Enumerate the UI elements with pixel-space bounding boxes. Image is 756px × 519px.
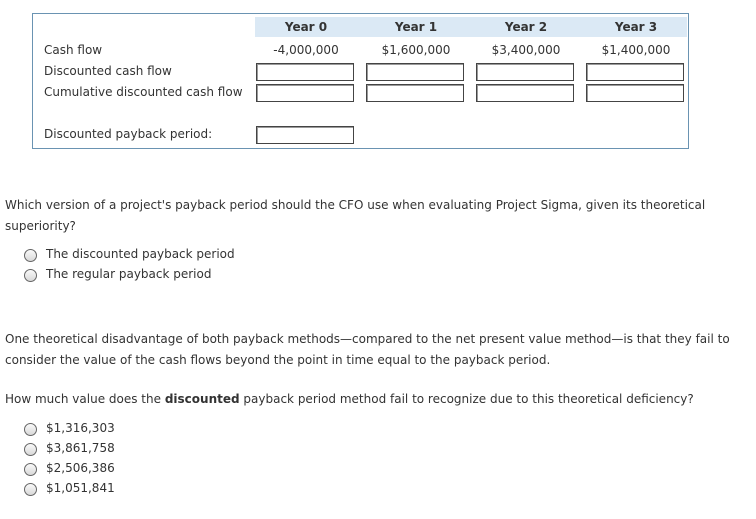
discounted-payback-period-label: Discounted payback period: xyxy=(44,127,213,141)
discounted-payback-period-input[interactable] xyxy=(256,126,354,144)
discounted-cash-flow-year-2-input[interactable] xyxy=(476,63,574,81)
header-year-1: Year 1 xyxy=(394,20,438,34)
cash-flow-year-2: $3,400,000 xyxy=(491,43,561,57)
row-label-cash-flow: Cash flow xyxy=(44,43,103,57)
cash-flow-year-1: $1,600,000 xyxy=(381,43,451,57)
payback-disadvantage-paragraph: One theoretical disadvantage of both payback methods—compared to the net present value method—is that they fail to consider the value of the cash flows beyond the point in time equal to the payback period. xyxy=(5,332,730,367)
cumulative-cash-flow-year-1-input[interactable] xyxy=(366,84,464,102)
q2-option-label: $1,051,841 xyxy=(46,481,115,495)
q1-option-label: The regular payback period xyxy=(46,267,212,281)
question-2-text-bold: discounted xyxy=(164,392,240,406)
radio-button-icon[interactable] xyxy=(24,269,37,282)
cumulative-cash-flow-year-2-input[interactable] xyxy=(476,84,574,102)
row-label-cumulative-discounted-cash-flow: Cumulative discounted cash flow xyxy=(44,85,243,99)
discounted-cash-flow-year-1-input[interactable] xyxy=(366,63,464,81)
row-label-discounted-cash-flow: Discounted cash flow xyxy=(44,64,172,78)
header-year-2: Year 2 xyxy=(504,20,548,34)
radio-button-icon[interactable] xyxy=(24,423,37,436)
q2-option-label: $3,861,758 xyxy=(46,441,115,455)
q2-option-label: $1,316,303 xyxy=(46,421,115,435)
radio-button-icon[interactable] xyxy=(24,483,37,496)
question-2-text xyxy=(5,389,735,410)
q1-option-label: The discounted payback period xyxy=(46,247,235,261)
q2-option-label: $2,506,386 xyxy=(46,461,115,475)
radio-button-icon[interactable] xyxy=(24,463,37,476)
header-year-0: Year 0 xyxy=(284,20,328,34)
question-1-text: Which version of a project's payback period should the CFO use when evaluating Project Sigma, given its theoretical superiority? xyxy=(5,198,706,233)
question-2-text-after: payback period method fail to recognize due to this theoretical deficiency? xyxy=(239,392,694,406)
radio-button-icon[interactable] xyxy=(24,443,37,456)
cumulative-cash-flow-year-3-input[interactable] xyxy=(586,84,684,102)
cash-flow-year-0: -4,000,000 xyxy=(273,43,339,57)
discounted-cash-flow-year-3-input[interactable] xyxy=(586,63,684,81)
cash-flow-year-3: $1,400,000 xyxy=(601,43,671,57)
discounted-cash-flow-year-0-input[interactable] xyxy=(256,63,354,81)
cumulative-cash-flow-year-0-input[interactable] xyxy=(256,84,354,102)
header-year-3: Year 3 xyxy=(614,20,658,34)
radio-button-icon[interactable] xyxy=(24,249,37,262)
question-2-text-before: How much value does the xyxy=(5,392,165,406)
